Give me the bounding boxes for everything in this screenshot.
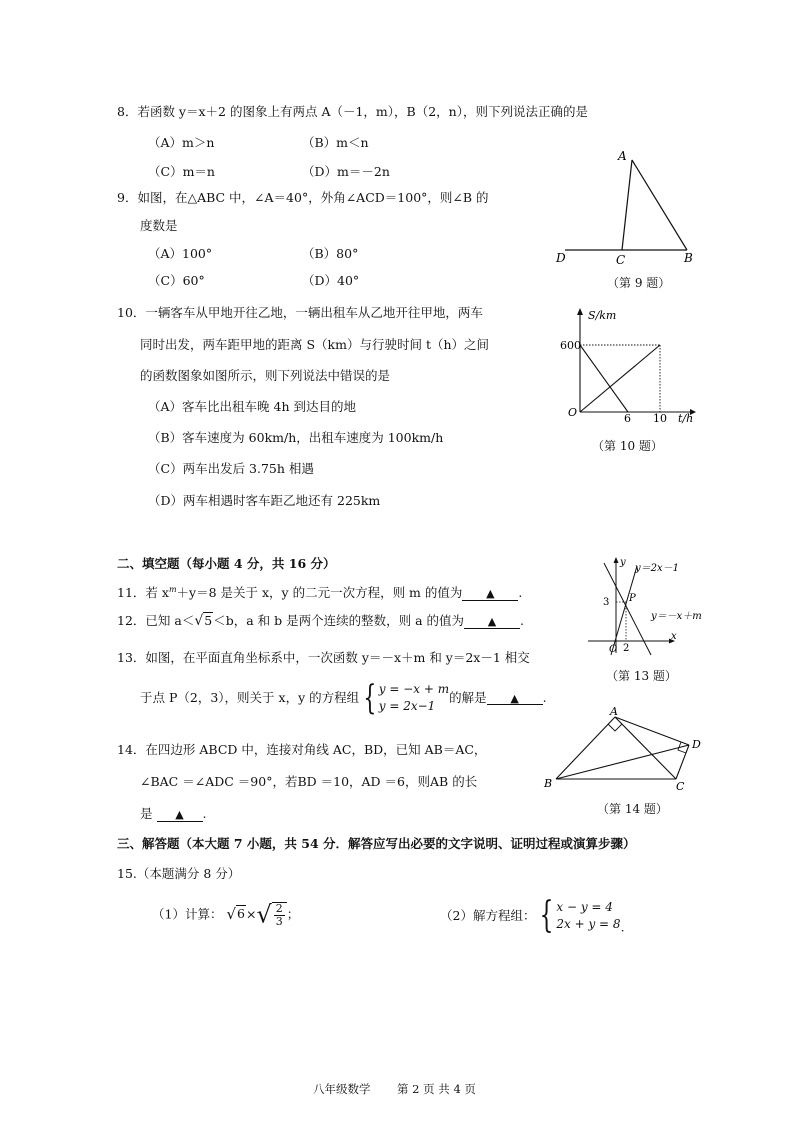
q13-line-label-1: y＝2x－1 (635, 563, 680, 574)
q13-line2: 于点 P（2，3），则关于 x，y 的方程组 { y = −x + m y = 2x−1 的解是 ▲ . (140, 678, 547, 719)
q15-part1: （1）计算： √6×√ $\frac{2}{3}$ ； (152, 900, 300, 929)
q15-part2: （2）解方程组： { x − y = 4 2x + y = 8 . (440, 895, 625, 936)
q10-stem-line3: 的函数图象如图所示，则下列说法中错误的是 (140, 368, 391, 383)
q13-y-axis-label: y (620, 557, 626, 568)
q14-line1: 14．在四边形 ABCD 中，连接对角线 AC，BD，已知 AB＝AC， (117, 742, 487, 757)
q13-origin-label: O (609, 644, 618, 655)
q9-stem-line1: 9．如图，在△ABC 中，∠A＝40°，外角∠ACD＝100°，则∠B 的 (117, 190, 489, 205)
q14-label-a: A (610, 705, 618, 718)
q11-text: 11．若 $x^m+y=8$ 是关于 x，y 的二元一次方程，则 m 的值为 ▲ . (117, 585, 523, 601)
q15-equation-system: x − y = 4 2x + y = 8 (556, 899, 621, 931)
q9-option-b: （B）80° (302, 246, 359, 261)
q13-line1: 13．如图，在平面直角坐标系中，一次函数 y＝－x＋m 和 y＝2x－1 相交 (117, 650, 530, 665)
q10-caption: （第 10 题） (592, 439, 663, 453)
q9-stem-line2: 度数是 (140, 218, 178, 233)
q10-option-b: （B）客车速度为 60km/h，出租车速度为 100km/h (148, 430, 444, 445)
q9-caption: （第 9 题） (607, 276, 671, 290)
q14-label-b: B (544, 777, 553, 790)
q10-stem-line1: 10．一辆客车从甲地开往乙地，一辆出租车从乙地开往甲地，两车 (117, 305, 483, 320)
q13-line-label-2: y＝－x＋m (651, 611, 702, 622)
footer-subject: 八年级数学 (313, 1082, 371, 1096)
q9-option-a: （A）100° (148, 246, 213, 261)
q13-caption: （第 13 题） (606, 669, 677, 683)
q9-option-c: （C）60° (148, 273, 205, 288)
q10-y-axis-label: S/km (588, 309, 617, 322)
q13-equation-system: y = −x + m y = 2x−1 (378, 682, 450, 714)
q10-origin-label: O (568, 406, 578, 419)
q10-option-c: （C）两车出发后 3.75h 相遇 (148, 461, 314, 476)
q10-x-tick-10: 10 (653, 412, 667, 425)
q9-option-d: （D）40° (302, 273, 360, 288)
q11-answer-mark: ▲ (486, 587, 495, 601)
q14-answer-mark: ▲ (175, 808, 184, 821)
footer-page-number: 第 2 页 共 4 页 (397, 1082, 476, 1096)
q10-x-tick-6: 6 (624, 412, 631, 425)
q9-triangle-figure (550, 145, 700, 270)
q12-answer-mark: ▲ (487, 615, 497, 628)
q13-tick-3: 3 (603, 597, 610, 608)
q9-label-b: B (684, 251, 693, 265)
q9-label-c: C (616, 253, 626, 267)
q8-option-d: （D）m＝－2n (302, 164, 390, 179)
section-2-title: 二、填空题（每小题 4 分，共 16 分） (117, 556, 336, 571)
q13-coordinate-graph (583, 553, 713, 658)
q8-option-b: （B）m＜n (302, 135, 369, 150)
q8-stem: 8．若函数 y＝x＋2 的图象上有两点 A（－1，m），B（2，n），则下列说法正确的是 (117, 104, 588, 119)
q14-label-c: C (676, 780, 685, 793)
q13-x-axis-label: x (671, 631, 677, 642)
q14-caption: （第 14 题） (597, 802, 668, 816)
q10-x-axis-label: t/h (678, 412, 694, 425)
q10-option-d: （D）两车相遇时客车距乙地还有 225km (148, 493, 381, 508)
q13-point-p: P (629, 593, 636, 604)
q14-line3: 是 ▲ . (140, 806, 207, 821)
q14-line2: ∠BAC ＝∠ADC ＝90°，若BD ＝10，AD ＝6，则AB 的长 (140, 774, 478, 789)
q8-option-c: （C）m＝n (148, 164, 215, 179)
q8-option-a: （A）m＞n (148, 135, 215, 150)
q12-text: 12．已知 a＜√5＜b，a 和 b 是两个连续的整数，则 a 的值为 ▲ . (117, 613, 524, 629)
q10-y-tick: 600 (560, 339, 581, 352)
q9-label-a: A (618, 149, 627, 163)
q10-distance-time-graph (560, 305, 700, 435)
q13-tick-2: 2 (623, 643, 630, 654)
q9-label-d: D (556, 251, 566, 265)
q10-option-a: （A）客车比出租车晚 4h 到达目的地 (148, 399, 356, 414)
q14-quadrilateral-figure (542, 703, 712, 793)
section-3-title: 三、解答题（本大题 7 小题，共 54 分．解答应写出必要的文字说明、证明过程或演算步骤） (117, 836, 636, 851)
q10-stem-line2: 同时出发，两车距甲地的距离 S（km）与行驶时间 t（h）之间 (140, 337, 490, 352)
q14-label-d: D (692, 738, 701, 751)
q15-head: 15.（本题满分 8 分） (117, 866, 241, 881)
q13-answer-mark: ▲ (510, 691, 519, 705)
